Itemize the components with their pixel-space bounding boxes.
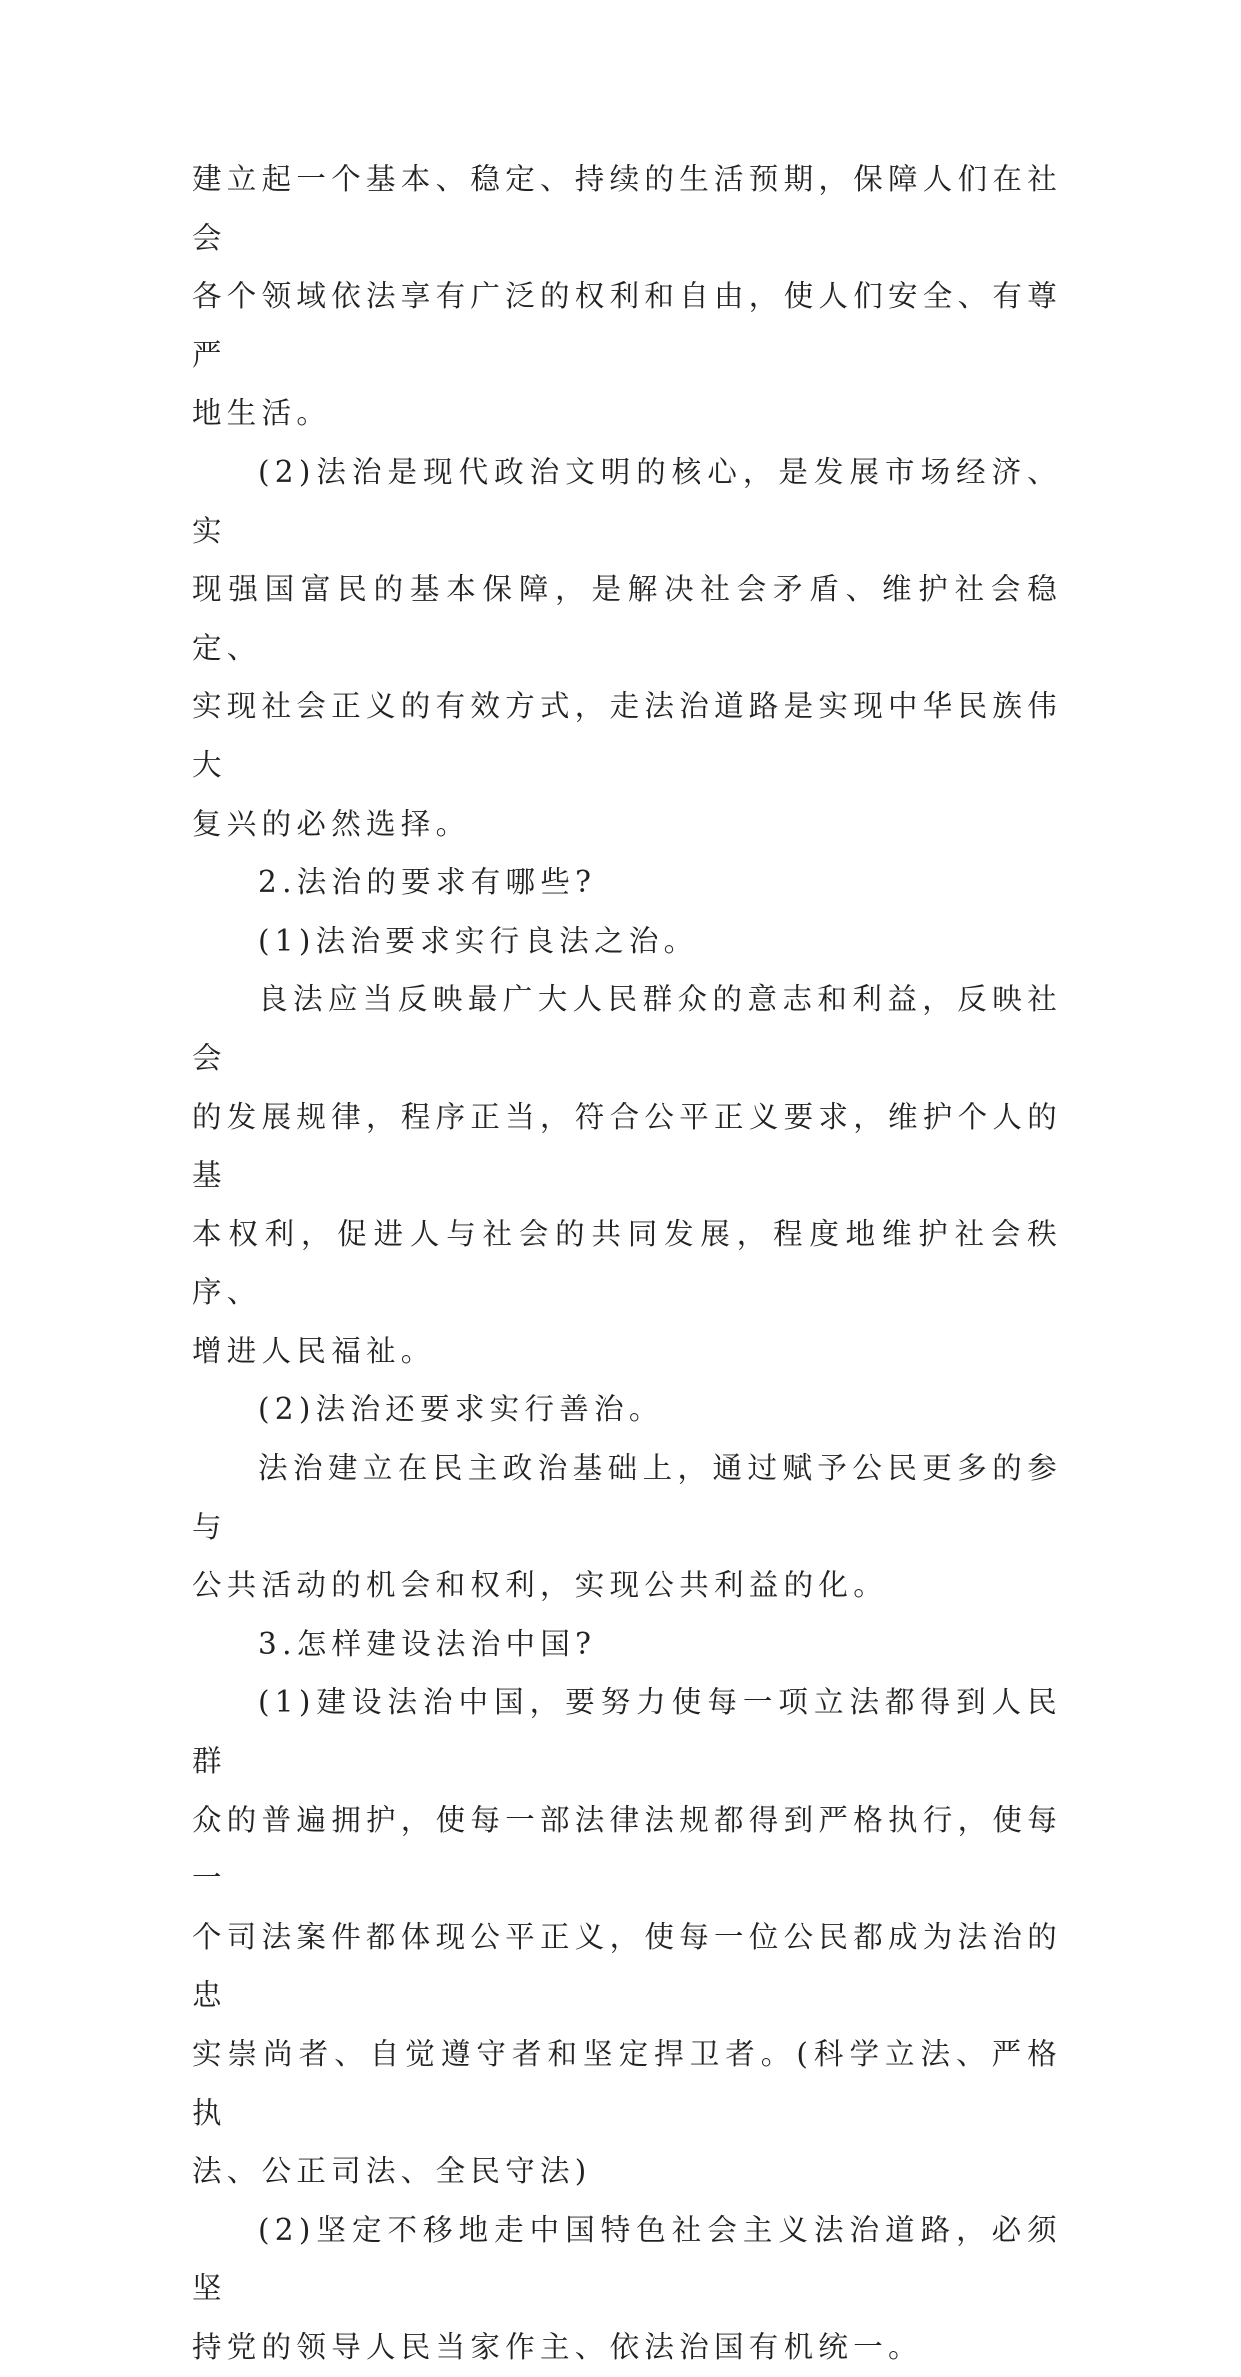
- text-line: 3.怎样建设法治中国?: [258, 1626, 597, 1661]
- text-line: 地生活。: [192, 396, 332, 431]
- text-line: 持党的领导人民当家作主、依法治国有机统一。: [192, 2329, 923, 2364]
- question-heading-3: [192, 1615, 1062, 1674]
- document-body: [192, 150, 1062, 2377]
- text-line: 建立起一个基本、稳定、持续的生活预期，保障人们在社会: [192, 162, 1063, 255]
- paragraph-build-rule-of-law-1: [192, 1673, 1062, 2200]
- text-line: (2)坚定不移地走中国特色社会主义法治道路，必须坚: [192, 2212, 1062, 2306]
- text-line: 法治建立在民主政治基础上，通过赋予公民更多的参与: [192, 1451, 1062, 1544]
- text-line: 复兴的必然选择。: [192, 806, 471, 841]
- text-line: 本权利，促进人与社会的共同发展，程度地维护社会秩序、: [192, 1216, 1062, 1310]
- text-line: 各个领域依法享有广泛的权利和自由，使人们安全、有尊严: [192, 279, 1063, 372]
- text-line: 实现社会正义的有效方式，走法治道路是实现中华民族伟大: [192, 689, 1063, 782]
- text-line: (2)法治还要求实行善治。: [258, 1392, 664, 1427]
- answer-point-1: [192, 912, 1062, 971]
- paragraph-good-governance: [192, 1439, 1062, 1615]
- text-line: 的发展规律，程序正当，符合公平正义要求，维护个人的基: [192, 1099, 1063, 1193]
- paragraph-build-rule-of-law-2: [192, 2201, 1062, 2377]
- text-line: 2.法治的要求有哪些?: [258, 865, 597, 900]
- text-line: 个司法案件都体现公平正义，使每一位公民都成为法治的忠: [192, 1919, 1063, 2013]
- question-heading-2: [192, 853, 1062, 912]
- text-line: (1)建设法治中国，要努力使每一项立法都得到人民群: [192, 1685, 1062, 1779]
- text-line: 实崇尚者、自觉遵守者和坚定捍卫者。(科学立法、严格执: [192, 2037, 1062, 2130]
- text-line: (2)法治是现代政治文明的核心，是发展市场经济、实: [192, 454, 1062, 548]
- paragraph-good-law: [192, 970, 1062, 1380]
- text-line: 众的普遍拥护，使每一部法律法规都得到严格执行，使每一: [192, 1802, 1063, 1896]
- text-line: (1)法治要求实行良法之治。: [258, 923, 699, 958]
- text-line: 法、公正司法、全民守法): [192, 2154, 592, 2189]
- text-line: 公共活动的机会和权利，实现公共利益的化。: [192, 1568, 889, 1603]
- paragraph-continuation: [192, 150, 1062, 443]
- text-line: 现强国富民的基本保障，是解决社会矛盾、维护社会稳定、: [192, 572, 1062, 665]
- paragraph-point-2: [192, 443, 1062, 853]
- text-line: 增进人民福祉。: [192, 1333, 436, 1368]
- answer-point-2: [192, 1380, 1062, 1439]
- text-line: 良法应当反映最广大人民群众的意志和利益，反映社会: [192, 982, 1062, 1075]
